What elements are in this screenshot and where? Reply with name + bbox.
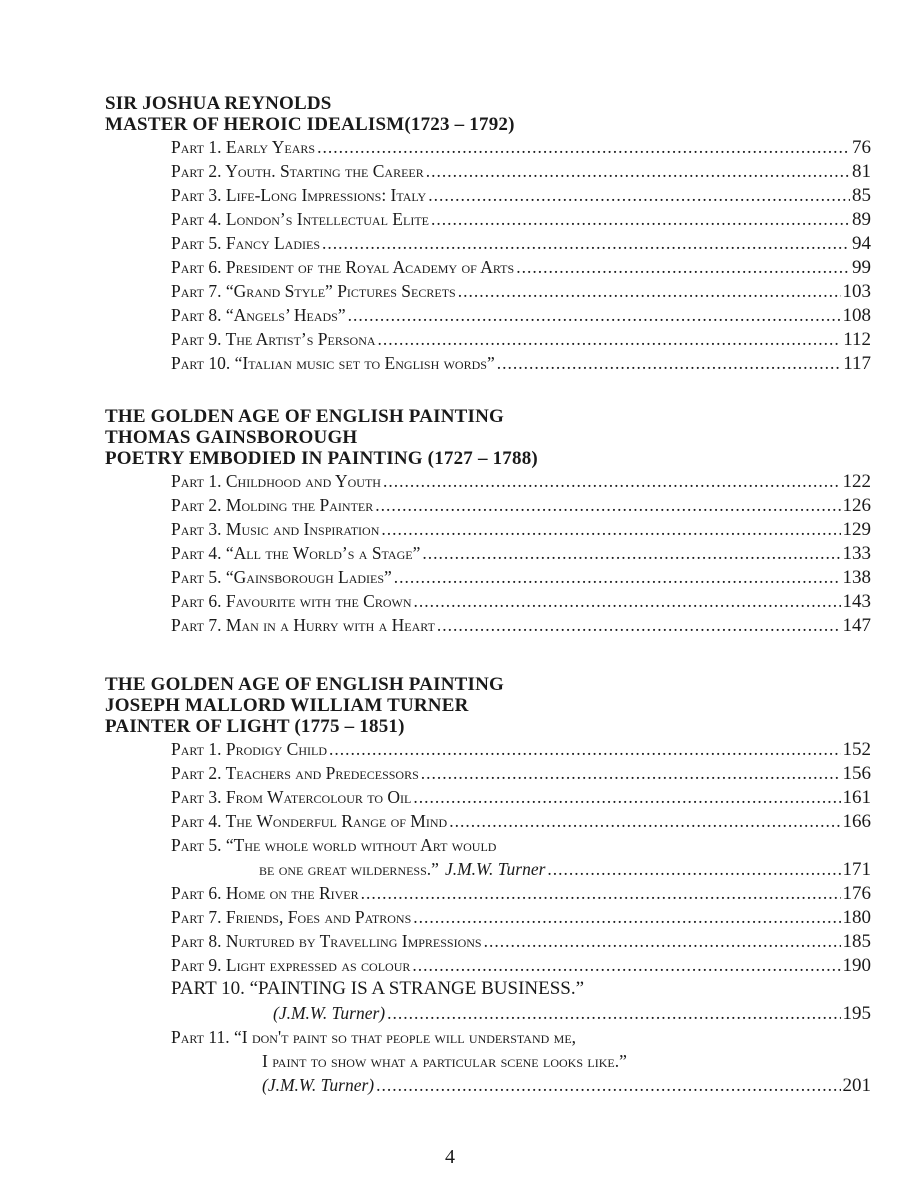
toc-list bbox=[171, 469, 871, 637]
toc-entry[interactable]: Part 6. Home on the River ..... 176 bbox=[171, 881, 871, 905]
section-heading: THE GOLDEN AGE OF ENGLISH PAINTING bbox=[105, 406, 505, 427]
toc-entry[interactable]: Part 4. “All the World’s a Stage” ..... 133 bbox=[171, 541, 871, 565]
toc-entry[interactable]: Part 5. Fancy Ladies ..... 94 bbox=[171, 231, 871, 255]
toc-entry[interactable]: Part 4. The Wonderful Range of Mind ..... 166 bbox=[171, 809, 871, 833]
toc-entry[interactable]: Part 3. Music and Inspiration ..... 129 bbox=[171, 517, 871, 541]
toc-entry[interactable]: Part 9. Light expressed as colour ..... 190 bbox=[171, 953, 871, 977]
toc-entry[interactable]: Part 6. Favourite with the Crown ..... 143 bbox=[171, 589, 871, 613]
toc-entry[interactable]: Part 2. Teachers and Predecessors ..... 156 bbox=[171, 761, 871, 785]
section-heading: PAINTER OF LIGHT (1775 – 1851) bbox=[105, 716, 405, 737]
toc-entry[interactable]: (J.M.W. Turner) ..... 195 bbox=[171, 1001, 871, 1025]
section-gainsborough bbox=[105, 406, 875, 637]
toc-list bbox=[171, 737, 871, 1097]
toc-entry[interactable]: Part 2. Molding the Painter ..... 126 bbox=[171, 493, 871, 517]
toc-entry[interactable]: (J.M.W. Turner) ..... 201 bbox=[171, 1073, 871, 1097]
section-heading: THOMAS GAINSBOROUGH bbox=[105, 427, 358, 448]
toc-entry[interactable]: Part 7. Man in a Hurry with a Heart ..... 147 bbox=[171, 613, 871, 637]
toc-entry-line[interactable]: Part 5. “The whole world without Art would bbox=[171, 835, 497, 855]
toc-entry[interactable]: Part 2. Youth. Starting the Career ..... 81 bbox=[171, 159, 871, 183]
toc-entry-line[interactable]: Part 11. “I don't paint so that people will understand me, bbox=[171, 1027, 577, 1047]
toc-entry[interactable]: be one great wilderness.” J.M.W. Turner ..... 171 bbox=[171, 857, 871, 881]
section-reynolds bbox=[105, 93, 875, 375]
toc-entry[interactable]: Part 1. Prodigy Child ..... 152 bbox=[171, 737, 871, 761]
section-turner bbox=[105, 674, 875, 1097]
section-heading: THE GOLDEN AGE OF ENGLISH PAINTING bbox=[105, 674, 505, 695]
toc-entry[interactable]: Part 1. Early Years ..... 76 bbox=[171, 135, 871, 159]
toc-entry[interactable]: Part 6. President of the Royal Academy of Arts ..... 99 bbox=[171, 255, 871, 279]
toc-list bbox=[171, 135, 871, 375]
toc-entry[interactable]: Part 3. Life-Long Impressions: Italy ..... 85 bbox=[171, 183, 871, 207]
section-heading: MASTER OF HEROIC IDEALISM(1723 – 1792) bbox=[105, 114, 515, 135]
toc-entry[interactable]: Part 7. “Grand Style” Pictures Secrets ..... 103 bbox=[171, 279, 871, 303]
toc-entry[interactable]: Part 9. The Artist’s Persona ..... 112 bbox=[171, 327, 871, 351]
section-heading: JOSEPH MALLORD WILLIAM TURNER bbox=[105, 695, 469, 716]
page-number: 4 bbox=[445, 1146, 455, 1168]
toc-entry[interactable]: Part 7. Friends, Foes and Patrons ..... 180 bbox=[171, 905, 871, 929]
section-heading: SIR JOSHUA REYNOLDS bbox=[105, 93, 332, 114]
toc-entry[interactable]: Part 10. “Italian music set to English words” ..... 117 bbox=[171, 351, 871, 375]
toc-entry-line[interactable]: I paint to show what a particular scene looks like.” bbox=[262, 1051, 627, 1071]
toc-entry[interactable]: Part 8. “Angels’ Heads” ..... 108 bbox=[171, 303, 871, 327]
toc-entry[interactable]: Part 8. Nurtured by Travelling Impressions ..... 185 bbox=[171, 929, 871, 953]
toc-entry-line[interactable]: PART 10. “PAINTING IS A STRANGE BUSINESS.” bbox=[171, 978, 585, 999]
toc-entry[interactable]: Part 5. “Gainsborough Ladies” ..... 138 bbox=[171, 565, 871, 589]
toc-entry[interactable]: Part 1. Childhood and Youth ..... 122 bbox=[171, 469, 871, 493]
section-heading: POETRY EMBODIED IN PAINTING (1727 – 1788) bbox=[105, 448, 538, 469]
toc-entry[interactable]: Part 3. From Watercolour to Oil ..... 161 bbox=[171, 785, 871, 809]
toc-entry[interactable]: Part 4. London’s Intellectual Elite ..... 89 bbox=[171, 207, 871, 231]
